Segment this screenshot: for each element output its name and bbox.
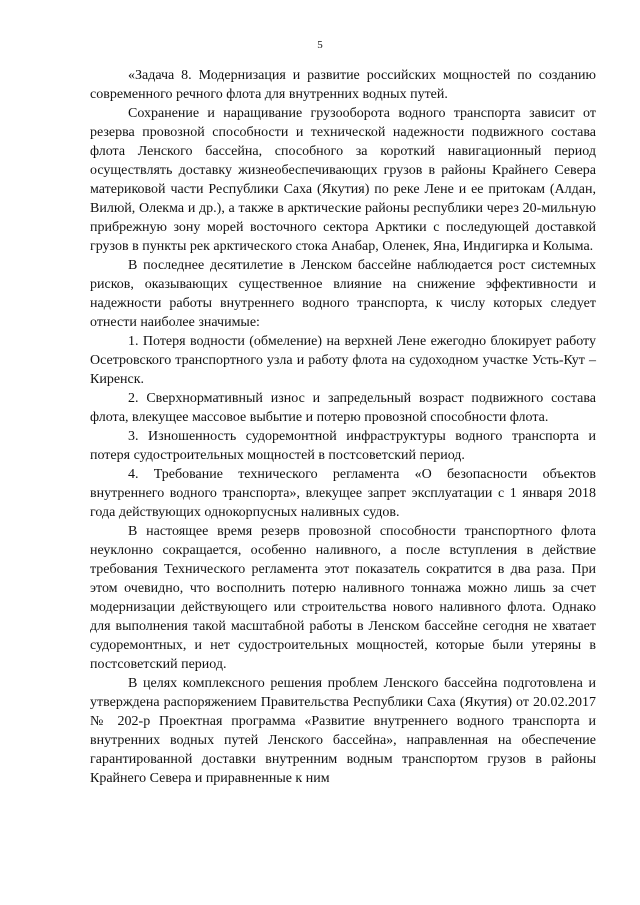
paragraph-program: В целях комплексного решения проблем Ленского бассейна подготовлена и утверждена распоряжением Правительства Республики Саха (Якутия) от 20.02.2017 № 202-р Проектная программа «Развитие внутреннего водного транспорта и внутренних водных путей Ленского бассейна», направленная на обеспечение гарантированной доставки внутренним водным транспортом грузов в районы Крайнего Севера и приравненные к ним [90,676,596,786]
list-item-4: 4. Требование технического регламента «О безопасности объектов внутреннего водного транспорта», влекущее запрет эксплуатации с 1 января 2018 года действующих однокорпусных наливных судов. [90,467,596,520]
paragraph-fleet-reserve: В настоящее время резерв провозной способности транспортного флота неуклонно сокращается, особенно наливного, а после вступления в действие требования Технического регламента этот показатель сократится в два раза. При этом очевидно, что восполнить потерю наливного тоннажа можно лишь за счет модернизации действующего или строительства нового наливного флота. Однако для выполнения такой масштабной работы в Ленском бассейне сегодня не хватает судоремонтных, и нет судостроительных мощностей, которые были утеряны в постсоветский период. [90,524,596,672]
paragraph-cargo-turnover: Сохранение и наращивание грузооборота водного транспорта зависит от резерва провозной способности и технической надежности подвижного состава флота Ленского бассейна, способного за короткий навигационный период осуществлять доставку жизнеобеспечивающих грузов в районы Крайнего Севера материковой части Республики Саха (Якутия) по реке Лене и ее притокам (Алдан, Вилюй, Олекма и др.), а также в арктические районы республики через 20-мильную прибрежную зону морей восточного сектора Арктики с последующей доставкой грузов в пункты рек арктического стока Анабар, Оленек, Яна, Индигирка и Колыма. [90,106,596,254]
list-item-3: 3. Изношенность судоремонтной инфраструктуры водного транспорта и потеря судостроительных мощностей в постсоветский период. [90,429,596,463]
paragraph-task-heading: «Задача 8. Модернизация и развитие российских мощностей по созданию современного речного флота для внутренних водных путей. [90,68,596,102]
page-number: 5 [317,39,323,51]
paragraph-risks-intro: В последнее десятилетие в Ленском бассейне наблюдается рост системных рисков, оказывающих существенное влияние на снижение эффективности и надежности работы внутреннего водного транспорта, к числу которых следует отнести наиболее значимые: [90,258,596,330]
list-item-2: 2. Сверхнормативный износ и запредельный возраст подвижного состава флота, влекущее массовое выбытие и потерю провозной способности флота. [90,391,596,425]
document-body [90,66,596,788]
list-item-1: 1. Потеря водности (обмеление) на верхней Лене ежегодно блокирует работу Осетровского транспортного узла и работу флота на судоходном участке Усть-Кут – Киренск. [90,334,596,387]
